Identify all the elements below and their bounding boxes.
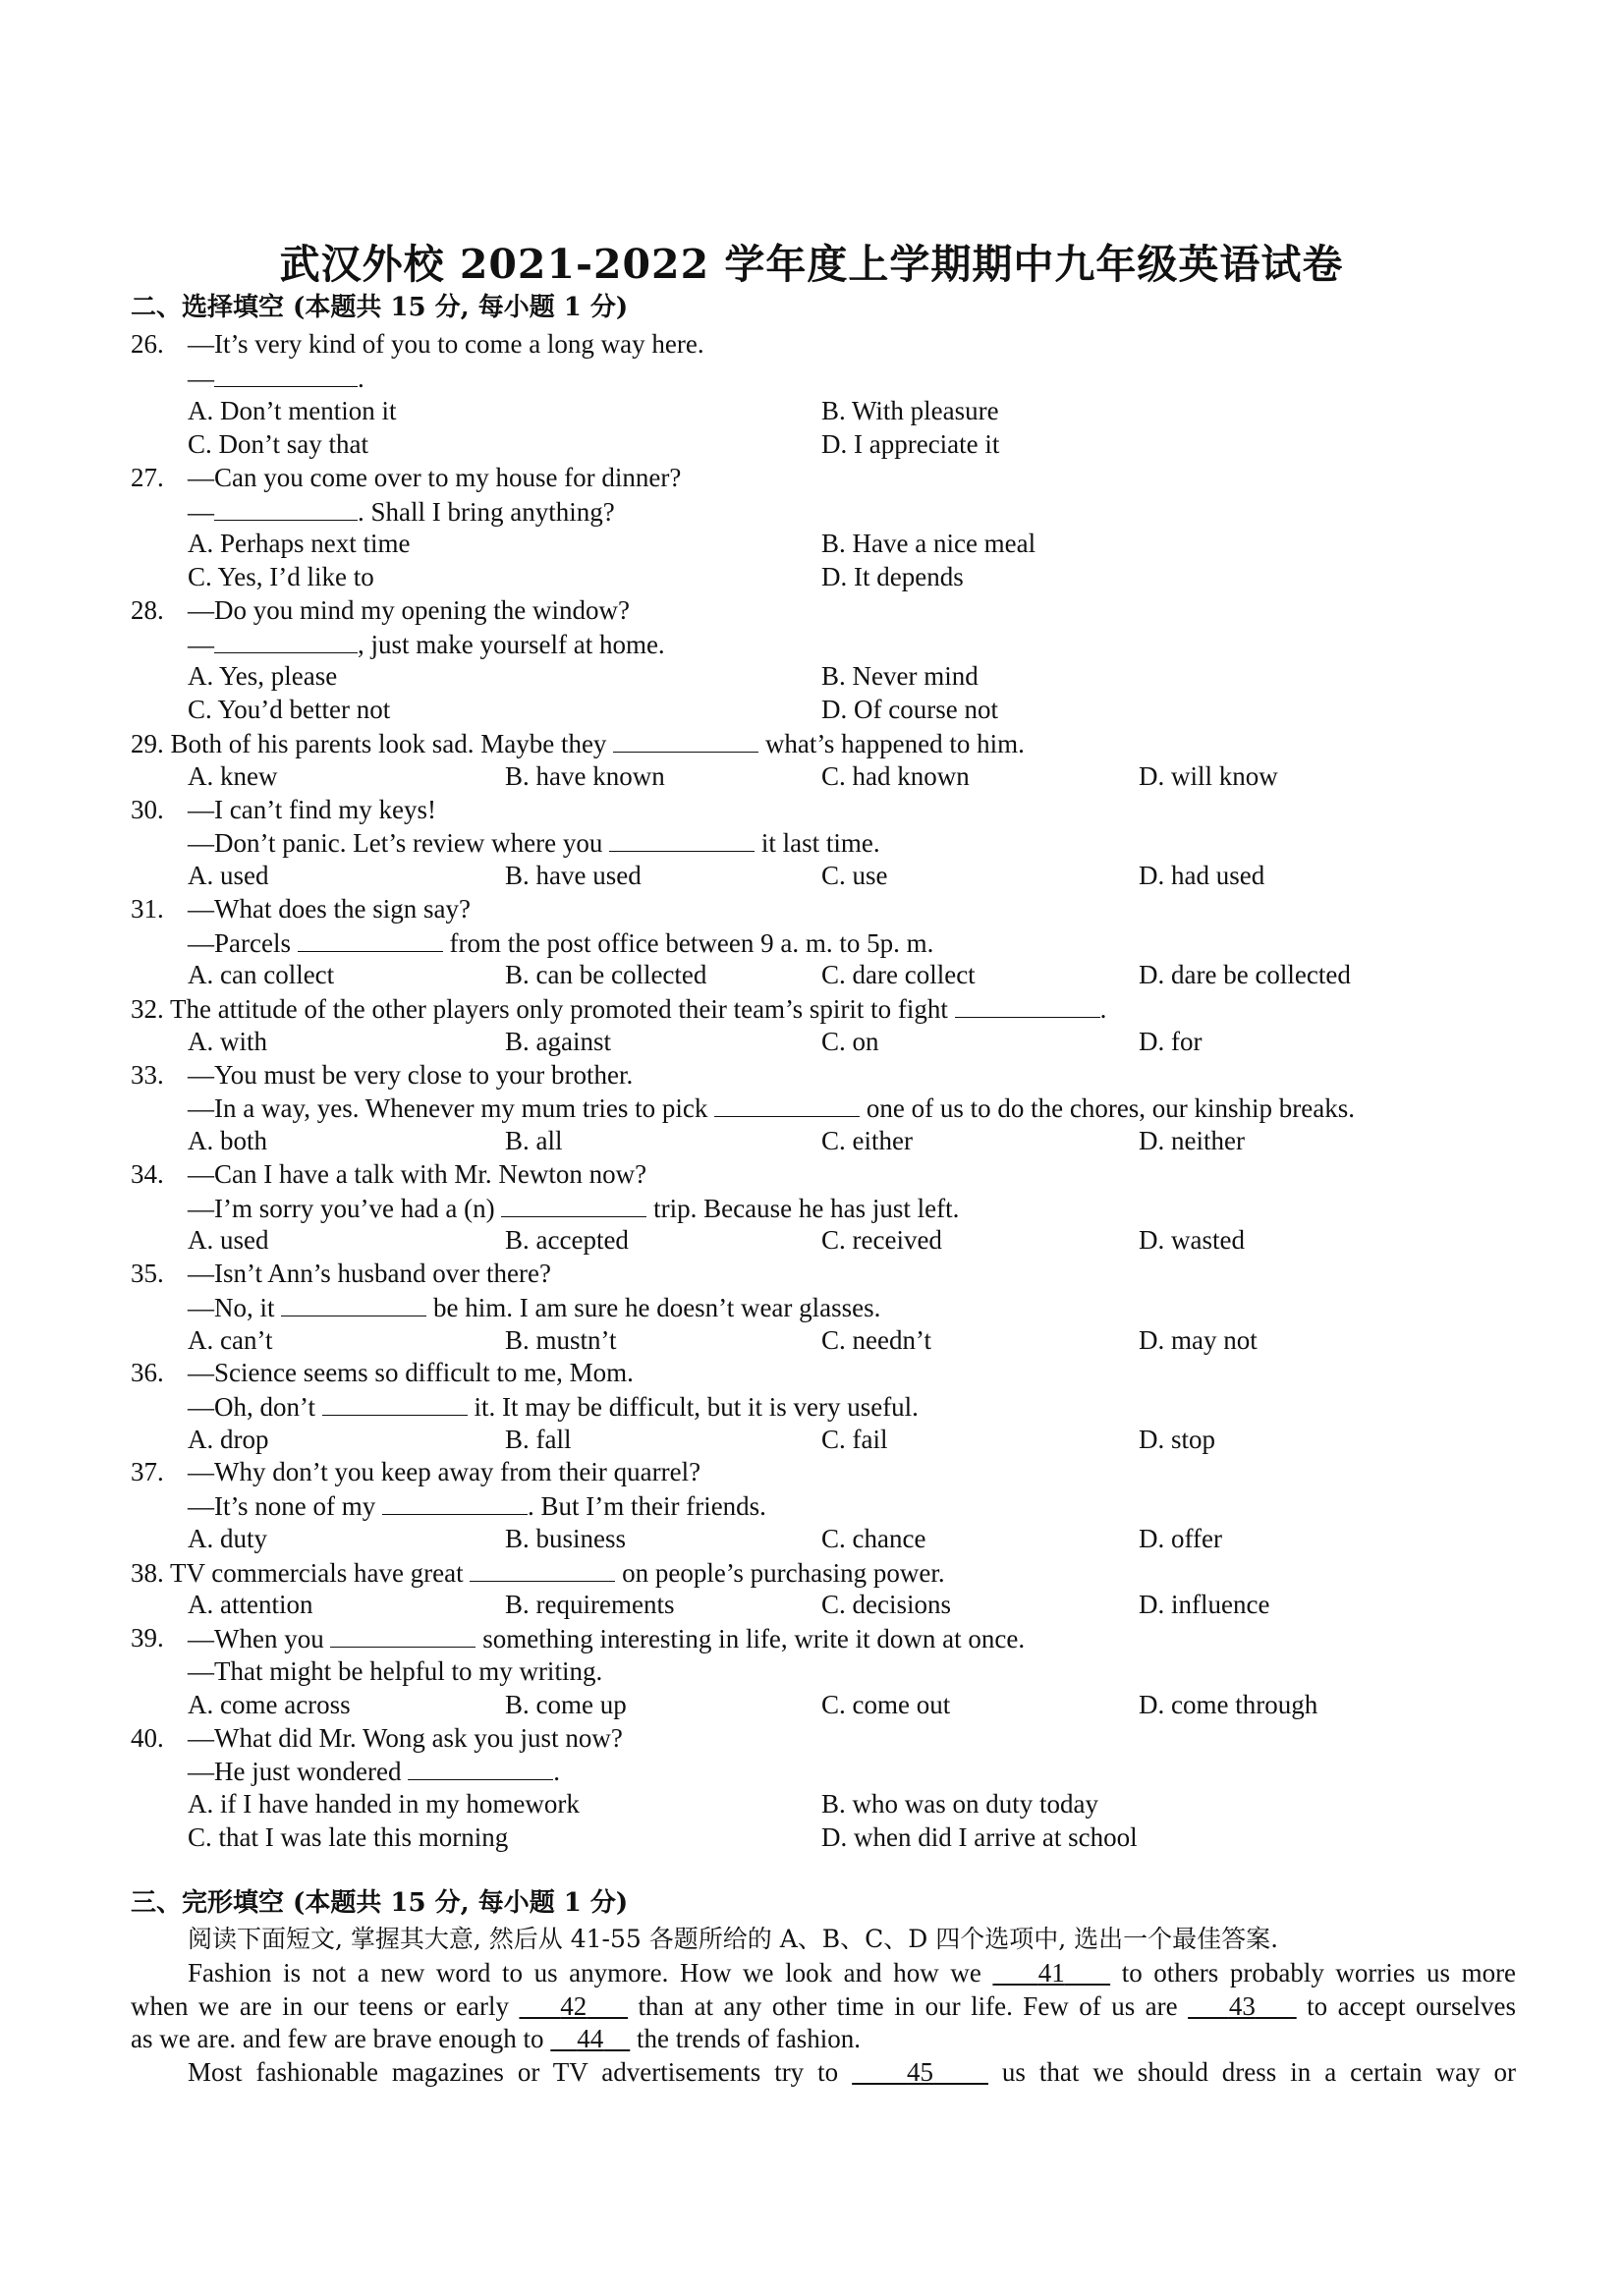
q33-option-d: D. neither bbox=[1139, 1126, 1245, 1155]
section-heading-cloze: 三、完形填空 (本题共 15 分, 每小题 1 分) bbox=[131, 1888, 629, 1918]
passage-line: Most fashionable magazines or TV advertisements try to 45 us that we should dress in a certain way or bbox=[188, 2057, 1517, 2087]
q39-option-c: C. come out bbox=[821, 1690, 951, 1719]
q37-option-a: A. duty bbox=[188, 1524, 267, 1553]
q40-option-b: B. who was on duty today bbox=[821, 1789, 1098, 1819]
q31-option-d: D. dare be collected bbox=[1139, 960, 1351, 989]
passage-line: as we are. and few are brave enough to 44 the trends of fashion. bbox=[131, 2024, 861, 2053]
q31-option-c: C. dare collect bbox=[821, 960, 976, 989]
q40-stem: —What did Mr. Wong ask you just now? bbox=[188, 1723, 623, 1753]
q31-option-b: B. can be collected bbox=[505, 960, 707, 989]
answer-blank bbox=[470, 1555, 615, 1582]
q40-reply: —He just wondered . bbox=[188, 1754, 560, 1788]
q33-reply: —In a way, yes. Whenever my mum tries to pick one of us to do the chores, our kinship breaks. bbox=[188, 1091, 1355, 1125]
q30-option-a: A. used bbox=[188, 861, 269, 890]
q39-number: 39. bbox=[131, 1623, 164, 1652]
q32-option-c: C. on bbox=[821, 1027, 879, 1056]
cloze-blank-45: 45 bbox=[907, 2057, 934, 2087]
q28-number: 28. bbox=[131, 595, 164, 625]
q37-reply: —It’s none of my . But I’m their friends. bbox=[188, 1488, 766, 1523]
q40-option-d: D. when did I arrive at school bbox=[821, 1822, 1138, 1852]
q27-option-d: D. It depends bbox=[821, 562, 964, 591]
cloze-blank-41: 41 bbox=[1037, 1958, 1065, 1988]
q35-option-a: A. can’t bbox=[188, 1325, 273, 1355]
q31-stem: —What does the sign say? bbox=[188, 894, 471, 924]
q30-option-c: C. use bbox=[821, 861, 888, 890]
q36-reply: —Oh, don’t it. It may be difficult, but it is very useful. bbox=[188, 1389, 919, 1424]
q27-reply: — . Shall I bring anything? bbox=[188, 494, 615, 529]
q33-option-c: C. either bbox=[821, 1126, 913, 1155]
q26-number: 26. bbox=[131, 329, 164, 359]
q28-option-b: B. Never mind bbox=[821, 661, 979, 691]
q30-reply: —Don’t panic. Let’s review where you it last time. bbox=[188, 825, 880, 860]
q36-option-d: D. stop bbox=[1139, 1425, 1216, 1454]
q36-option-c: C. fail bbox=[821, 1425, 888, 1454]
q35-option-d: D. may not bbox=[1139, 1325, 1258, 1355]
q35-reply: —No, it be him. I am sure he doesn’t wear glasses. bbox=[188, 1290, 880, 1324]
answer-blank bbox=[382, 1488, 528, 1515]
q26-option-b: B. With pleasure bbox=[821, 396, 999, 425]
q30-option-b: B. have used bbox=[505, 861, 642, 890]
q28-option-d: D. Of course not bbox=[821, 695, 998, 724]
q40-number: 40. bbox=[131, 1723, 164, 1753]
answer-blank bbox=[214, 361, 358, 387]
answer-blank bbox=[613, 726, 758, 753]
q33-option-a: A. both bbox=[188, 1126, 267, 1155]
q29-option-c: C. had known bbox=[821, 761, 970, 791]
cloze-blank-42: 42 bbox=[560, 1991, 588, 2021]
answer-blank bbox=[322, 1389, 468, 1416]
answer-blank bbox=[501, 1191, 646, 1217]
q26-option-a: A. Don’t mention it bbox=[188, 396, 397, 425]
q33-stem: —You must be very close to your brother. bbox=[188, 1060, 634, 1090]
q40-option-c: C. that I was late this morning bbox=[188, 1822, 509, 1852]
q39-option-a: A. come across bbox=[188, 1690, 351, 1719]
answer-blank bbox=[714, 1091, 860, 1117]
q28-stem: —Do you mind my opening the window? bbox=[188, 595, 630, 625]
q39-option-b: B. come up bbox=[505, 1690, 627, 1719]
q27-option-b: B. Have a nice meal bbox=[821, 529, 1036, 558]
q33-number: 33. bbox=[131, 1060, 164, 1090]
q36-number: 36. bbox=[131, 1358, 164, 1387]
cloze-instruction: 阅读下面短文, 掌握其大意, 然后从 41-55 各题所给的 A、B、C、D 四个选项中, 选出一个最佳答案. bbox=[188, 1925, 1279, 1953]
answer-blank bbox=[609, 825, 755, 852]
q35-option-b: B. mustn’t bbox=[505, 1325, 617, 1355]
q34-option-c: C. received bbox=[821, 1225, 942, 1255]
q32-option-d: D. for bbox=[1139, 1027, 1203, 1056]
q37-option-b: B. business bbox=[505, 1524, 627, 1553]
q34-option-d: D. wasted bbox=[1139, 1225, 1245, 1255]
q39-reply: —That might be helpful to my writing. bbox=[188, 1656, 603, 1686]
q31-option-a: A. can collect bbox=[188, 960, 335, 989]
q32-stem: 32. The attitude of the other players only promoted their team’s spirit to fight . bbox=[131, 991, 1106, 1026]
q32-option-a: A. with bbox=[188, 1027, 267, 1056]
q39-option-d: D. come through bbox=[1139, 1690, 1318, 1719]
q34-option-a: A. used bbox=[188, 1225, 269, 1255]
answer-blank bbox=[214, 494, 358, 521]
section-heading-choice: 二、选择填空 (本题共 15 分, 每小题 1 分) bbox=[131, 293, 629, 322]
answer-blank bbox=[408, 1754, 553, 1780]
cloze-blank-43: 43 bbox=[1228, 1991, 1256, 2021]
passage-line: when we are in our teens or early 42 than at any other time in our life. Few of us are 43 to accept ourselves bbox=[131, 1991, 1516, 2021]
q34-reply: —I’m sorry you’ve had a (n) trip. Because he has just left. bbox=[188, 1191, 959, 1225]
q29-option-a: A. knew bbox=[188, 761, 278, 791]
q26-reply: — . bbox=[188, 361, 364, 395]
q26-option-c: C. Don’t say that bbox=[188, 429, 368, 459]
q29-option-b: B. have known bbox=[505, 761, 665, 791]
q38-option-a: A. attention bbox=[188, 1590, 313, 1619]
q37-option-c: C. chance bbox=[821, 1524, 926, 1553]
q34-stem: —Can I have a talk with Mr. Newton now? bbox=[188, 1159, 647, 1189]
q40-option-a: A. if I have handed in my homework bbox=[188, 1789, 580, 1819]
answer-blank bbox=[281, 1290, 426, 1316]
answer-blank bbox=[330, 1621, 476, 1648]
q27-stem: —Can you come over to my house for dinner? bbox=[188, 463, 682, 492]
answer-blank bbox=[298, 925, 443, 952]
q30-number: 30. bbox=[131, 795, 164, 824]
q29-stem: 29. Both of his parents look sad. Maybe they what’s happened to him. bbox=[131, 726, 1025, 760]
q29-option-d: D. will know bbox=[1139, 761, 1278, 791]
q38-stem: 38. TV commercials have great on people’s purchasing power. bbox=[131, 1555, 945, 1590]
q33-option-b: B. all bbox=[505, 1126, 563, 1155]
q35-number: 35. bbox=[131, 1259, 164, 1288]
q31-reply: —Parcels from the post office between 9 a. m. to 5p. m. bbox=[188, 925, 933, 960]
q37-stem: —Why don’t you keep away from their quarrel? bbox=[188, 1457, 701, 1486]
answer-blank bbox=[955, 991, 1100, 1018]
q38-option-d: D. influence bbox=[1139, 1590, 1270, 1619]
q34-number: 34. bbox=[131, 1159, 164, 1189]
q30-stem: —I can’t find my keys! bbox=[188, 795, 436, 824]
q35-stem: —Isn’t Ann’s husband over there? bbox=[188, 1259, 551, 1288]
q38-option-c: C. decisions bbox=[821, 1590, 951, 1619]
q34-option-b: B. accepted bbox=[505, 1225, 629, 1255]
passage-line: Fashion is not a new word to us anymore. How we look and how we 41 to others probably worries us more bbox=[188, 1958, 1517, 1988]
q26-option-d: D. I appreciate it bbox=[821, 429, 1000, 459]
q36-option-a: A. drop bbox=[188, 1425, 269, 1454]
q30-option-d: D. had used bbox=[1139, 861, 1265, 890]
q39-stem: —When you something interesting in life, write it down at once. bbox=[188, 1621, 1025, 1655]
q36-stem: —Science seems so difficult to me, Mom. bbox=[188, 1358, 634, 1387]
q28-option-c: C. You’d better not bbox=[188, 695, 391, 724]
q28-reply: — , just make yourself at home. bbox=[188, 627, 665, 661]
q27-number: 27. bbox=[131, 463, 164, 492]
q36-option-b: B. fall bbox=[505, 1425, 572, 1454]
q37-option-d: D. offer bbox=[1139, 1524, 1222, 1553]
page-title: 武汉外校 2021-2022 学年度上学期期中九年级英语试卷 bbox=[279, 241, 1344, 288]
q31-number: 31. bbox=[131, 894, 164, 924]
q37-number: 37. bbox=[131, 1457, 164, 1486]
q26-stem: —It’s very kind of you to come a long way here. bbox=[188, 329, 704, 359]
q27-option-a: A. Perhaps next time bbox=[188, 529, 411, 558]
q32-option-b: B. against bbox=[505, 1027, 611, 1056]
answer-blank bbox=[214, 627, 358, 653]
q38-option-b: B. requirements bbox=[505, 1590, 675, 1619]
q28-option-a: A. Yes, please bbox=[188, 661, 338, 691]
q27-option-c: C. Yes, I’d like to bbox=[188, 562, 374, 591]
cloze-blank-44: 44 bbox=[577, 2024, 604, 2053]
q35-option-c: C. needn’t bbox=[821, 1325, 931, 1355]
